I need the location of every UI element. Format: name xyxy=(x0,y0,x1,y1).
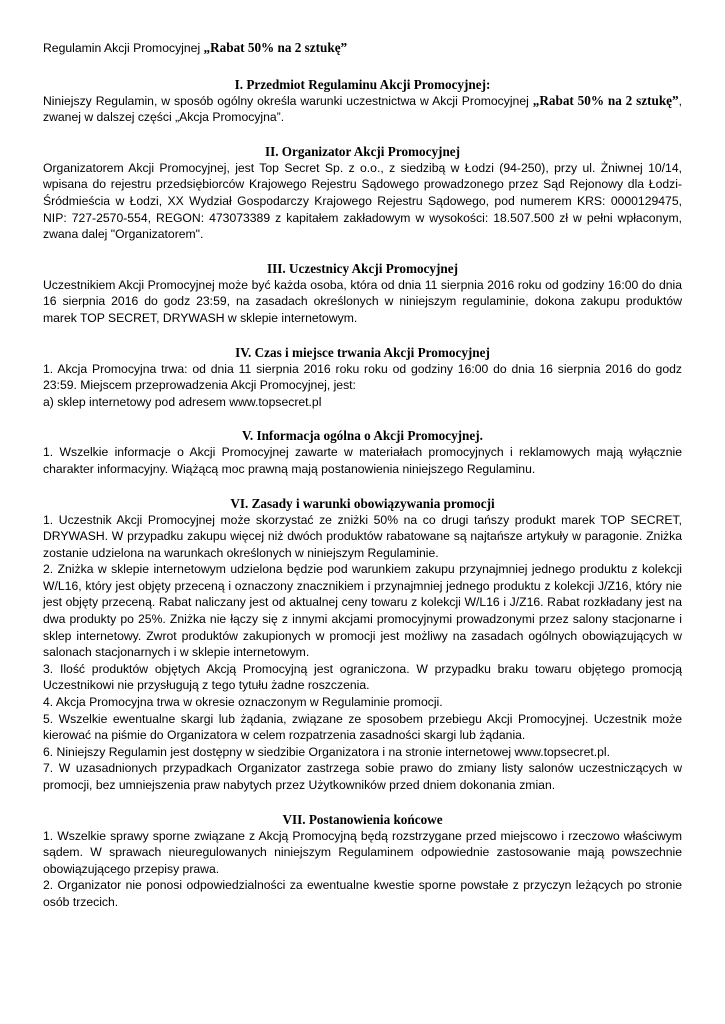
section-general-info xyxy=(43,427,682,477)
document-title xyxy=(43,40,682,57)
section-heading: VI. Zasady i warunki obowiązywania promocji xyxy=(230,495,495,511)
document-page xyxy=(43,40,682,928)
section-paragraph: 2. Organizator nie ponosi odpowiedzialności za ewentualne kwestie sporne powstałe z przyczyn leżących po stronie osób trzecich. xyxy=(43,878,682,909)
section-heading: II. Organizator Akcji Promocyjnej xyxy=(264,143,461,159)
section-paragraph xyxy=(43,93,682,126)
promotion-name-inline: „Rabat 50% na 2 sztukę” xyxy=(532,92,679,108)
section-paragraph: 6. Niniejszy Regulamin jest dostępny w siedzibie Organizatora i na stronie internetowej www.topsecret.pl. xyxy=(43,744,610,759)
section-paragraph: 5. Wszelkie ewentualne skargi lub żądania, związane ze sposobem przebiegu Akcji Promocyjnej. Uczestnik może kierować na piśmie do Organizatora w celem rozpatrzenia zasadności skargi lub żądania. xyxy=(43,711,682,743)
section-paragraph: 2. Zniżka w sklepie internetowym udzielona będzie pod warunkiem zakupu przynajmniej jednego produktu z kolekcji W/L16, który jest objęty przeceną i oznaczony znacznikiem i przynajmniej jednego produktu z kolekcji J/Z16, który nie jest objęty przeceną. Rabat naliczany jest od aktualnej ceny towaru z kolekcji W/L16 i J/Z16. Rabat rozkładany jest na dwa produkty po 25%. Zniżka nie łączy się z innymi akcjami promocyjnymi prowadzonymi przez salony stacjonarne i sklep internetowy. Zwrot produktów zakupionych w promocji jest możliwy na zasadach ogólnych obowiązujących w salonach stacjonarnych i w sklepie internetowym. xyxy=(43,562,682,660)
section-final-provisions xyxy=(43,811,682,911)
section-rules xyxy=(43,495,682,794)
section-paragraph: 4. Akcja Promocyjna trwa w okresie oznaczonym w Regulaminie promocji. xyxy=(43,695,443,710)
section-heading: I. Przedmiot Regulaminu Akcji Promocyjnej: xyxy=(234,76,491,92)
promotion-name: „Rabat 50% na 2 sztukę” xyxy=(203,40,348,55)
section-paragraph: a) sklep internetowy pod adresem www.topsecret.pl xyxy=(43,394,322,409)
section-paragraph: 7. W uzasadnionych przypadkach Organizator zastrzega sobie prawo do zmiany listy salonów uczestniczących w promocji, bez umniejszenia praw nabytych przez Użytkowników przed dniem dokonania zmian. xyxy=(43,761,682,792)
section-paragraph: 1. Akcja Promocyjna trwa: od dnia 11 sierpnia 2016 roku roku od godziny 16:00 do dnia 16 sierpnia 2016 do godz 23:59. Miejscem przeprowadzenia Akcji Promocyjnej, jest: xyxy=(43,361,682,393)
paragraph-text: Niniejszy Regulamin, w sposób ogólny określa warunki uczestnictwa w Akcji Promocyjnej xyxy=(43,93,533,108)
section-paragraph: 1. Uczestnik Akcji Promocyjnej może skorzystać ze zniżki 50% na co drugi tańszy produkt marek TOP SECRET, DRYWASH. W przypadku zakupu więcej niż dwóch produktów rabatowane są najtańsze artykuły w paragonie. Zniżka zostanie udzielona na warunkach określonych w niniejszym Regulaminie. xyxy=(43,512,682,560)
section-organizer xyxy=(43,143,682,243)
section-heading: V. Informacja ogólna o Akcji Promocyjnej. xyxy=(242,428,483,444)
section-paragraph: 3. Ilość produktów objętych Akcją Promocyjną jest ograniczona. W przypadku braku towaru objętego promocją Uczestnikowi nie przysługują z tego tytułu żadne roszczenia. xyxy=(43,661,682,693)
section-paragraph: Uczestnikiem Akcji Promocyjnej może być każda osoba, która od dnia 11 sierpnia 2016 roku od godziny 16:00 do dnia 16 sierpnia 2016 do godz 23:59, na zasadach określonych w niniejszym regulaminie, dokona zakupu produktów marek TOP SECRET, DRYWASH w sklepie internetowym. xyxy=(43,277,682,325)
section-subject xyxy=(43,76,682,126)
section-paragraph: 1. Wszelkie sprawy sporne związane z Akcją Promocyjną będą rozstrzygane przed miejscowo i rzeczowo właściwym sądem. W sprawach nieuregulowanych niniejszym Regulaminem odpowiednie zastosowanie mają powszechnie obowiązującego przepisy prawa. xyxy=(43,828,682,876)
section-paragraph: Organizatorem Akcji Promocyjnej, jest Top Secret Sp. z o.o., z siedzibą w Łodzi (94-250), przy ul. Żniwnej 10/14, wpisana do rejestru przedsiębiorców Krajowego Rejestru Sądowego prowadzonego przez Sąd Rejonowy dla Łodzi-Śródmieścia w Łodzi, XX Wydział Gospodarczy Krajowego Rejestru Sądowego, pod numerem KRS: 0000129475, NIP: 727-2570-554, REGON: 473073389 z kapitałem zakładowym w wysokości: 18.507.500 zł w pełni wpłaconym, zwana dalej "Organizatorem". xyxy=(43,160,682,242)
section-paragraph: 1. Wszelkie informacje o Akcji Promocyjnej zawarte w materiałach promocyjnych i reklamowych mają wyłącznie charakter informacyjny. Wiążącą moc prawną mają postanowienia niniejszego Regulaminu. xyxy=(43,445,682,476)
section-heading: VII. Postanowienia końcowe xyxy=(282,811,443,827)
section-participants xyxy=(43,260,682,327)
section-heading: IV. Czas i miejsce trwania Akcji Promocyjnej xyxy=(235,344,490,360)
document-title-prefix: Regulamin Akcji Promocyjnej xyxy=(43,41,204,55)
paragraph-text: , zwanej w dalszej części „Akcja Promocyjna”. xyxy=(43,93,683,125)
section-heading: III. Uczestnicy Akcji Promocyjnej xyxy=(267,260,458,276)
section-time-place xyxy=(43,344,682,411)
